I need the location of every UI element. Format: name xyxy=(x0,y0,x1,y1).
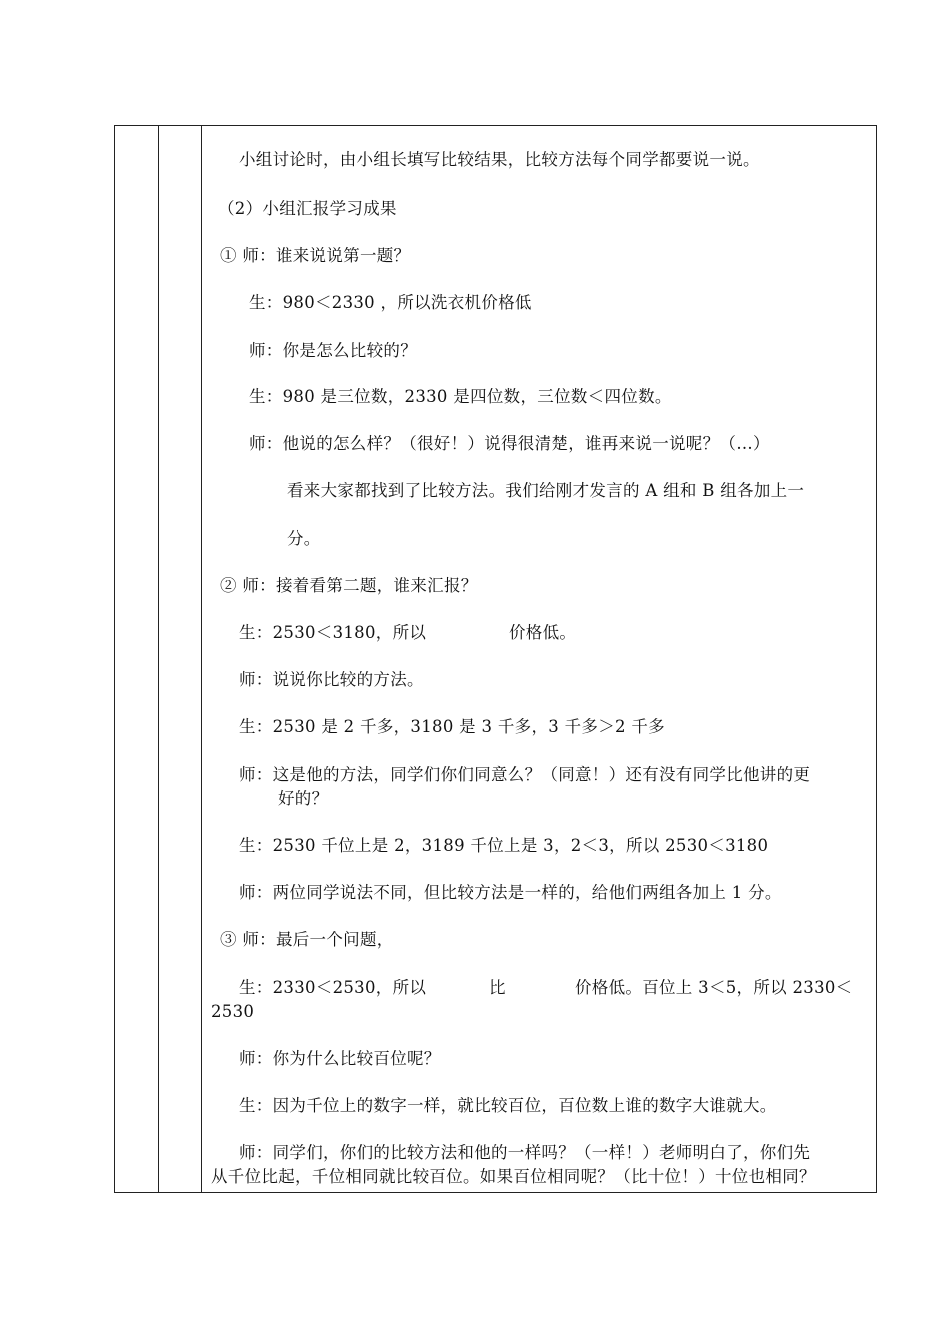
text-line: 生：因为千位上的数字一样，就比较百位，百位数上谁的数字大谁就大。 xyxy=(239,1096,777,1115)
text-line: 好的？ xyxy=(278,789,329,808)
column-divider-1 xyxy=(158,126,159,1192)
text-line: 2530 xyxy=(211,1002,255,1021)
text-line: 小组讨论时，由小组长填写比较结果，比较方法每个同学都要说一说。 xyxy=(239,150,760,169)
text-line: 师：同学们，你们的比较方法和他的一样吗？（一样！）老师明白了，你们先 xyxy=(239,1143,811,1162)
section-heading: （2）小组汇报学习成果 xyxy=(218,199,397,218)
text-line: 分。 xyxy=(287,529,321,548)
text-line: ③ 师：最后一个问题， xyxy=(220,930,394,949)
text-line: 看来大家都找到了比较方法。我们给刚才发言的 A 组和 B 组各加上一 xyxy=(287,481,805,500)
text-line: 生：2530 千位上是 2，3189 千位上是 3，2＜3，所以 2530＜3180 xyxy=(239,836,769,855)
text-line: 师：两位同学说法不同，但比较方法是一样的，给他们两组各加上 1 分。 xyxy=(239,883,782,902)
text-line: 生：2530＜3180，所以 xyxy=(239,623,427,642)
text-line: 生：980 是三位数，2330 是四位数，三位数＜四位数。 xyxy=(249,387,672,406)
text-line: 师：你是怎么比较的？ xyxy=(249,341,417,360)
text-line: 生：980＜2330 ，所以洗衣机价格低 xyxy=(249,293,532,312)
text-line: 生：2530 是 2 千多，3180 是 3 千多，3 千多＞2 千多 xyxy=(239,717,665,736)
text-line: 比 xyxy=(489,978,506,997)
text-line: 师：他说的怎么样？（很好！）说得很清楚，谁再来说一说呢？（…） xyxy=(249,434,770,453)
column-divider-2 xyxy=(201,126,202,1192)
text-line: 生：2330＜2530，所以 xyxy=(239,978,427,997)
text-line: 价格低。百位上 3＜5，所以 2330＜ xyxy=(575,978,853,997)
text-line: 师：说说你比较的方法。 xyxy=(239,670,424,689)
text-line: 师：这是他的方法，同学们你们同意么？（同意！）还有没有同学比他讲的更 xyxy=(239,765,811,784)
text-line: 价格低。 xyxy=(509,623,577,642)
text-line: ② 师：接着看第二题，谁来汇报？ xyxy=(220,576,478,595)
lesson-table xyxy=(114,125,877,1193)
text-line: ① 师：谁来说说第一题？ xyxy=(220,246,411,265)
text-line: 从千位比起，千位相同就比较百位。如果百位相同呢？（比十位！）十位也相同？ xyxy=(211,1167,816,1186)
text-line: 师：你为什么比较百位呢？ xyxy=(239,1049,441,1068)
